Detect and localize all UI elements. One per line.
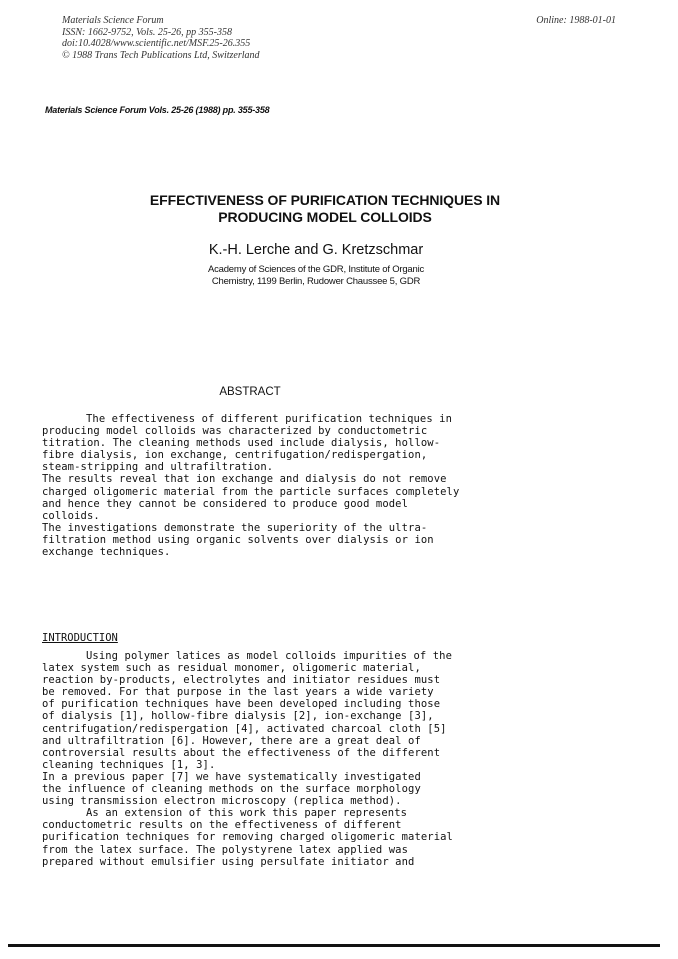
intro-line: latex system such as residual monomer, oligomeric material,	[42, 662, 421, 675]
intro-line: As an extension of this work this paper represents	[86, 807, 408, 820]
abstract-body	[42, 413, 582, 558]
intro-line: centrifugation/redispergation [4], activated charcoal cloth [5]	[42, 722, 447, 735]
introduction-heading: INTRODUCTION	[42, 632, 118, 644]
author-affiliation	[0, 264, 632, 288]
abstract-line: titration. The cleaning methods used include dialysis, hollow-	[42, 437, 441, 450]
journal-citation: Materials Science Forum Vols. 25-26 (1988) pp. 355-358	[45, 105, 270, 115]
title-line: EFFECTIVENESS OF PURIFICATION TECHNIQUES IN	[149, 192, 501, 208]
intro-line: and ultrafiltration [6]. However, there are a great deal of	[42, 734, 421, 747]
abstract-line: The results reveal that ion exchange and dialysis do not remove	[42, 473, 447, 486]
abstract-line: filtration method using organic solvents over dialysis or ion	[42, 533, 434, 546]
meta-issn: ISSN: 1662-9752, Vols. 25-26, pp 355-358	[62, 26, 232, 38]
article-title	[0, 192, 650, 226]
intro-line: from the latex surface. The polystyrene latex applied was	[42, 843, 409, 856]
affiliation-line: Academy of Sciences of the GDR, Institute of Organic	[207, 264, 425, 275]
intro-line: the influence of cleaning methods on the surface morphology	[42, 783, 421, 796]
intro-line: conductometric results on the effectiveness of different	[42, 819, 402, 832]
intro-line: of purification techniques have been developed including those	[42, 698, 441, 711]
intro-line: reaction by-products, electrolytes and initiator residues must	[42, 674, 441, 687]
intro-line: of dialysis [1], hollow-fibre dialysis [2], ion-exchange [3],	[42, 710, 434, 723]
intro-line: Using polymer latices as model colloids impurities of the	[86, 650, 453, 662]
intro-line: cleaning techniques [1, 3].	[42, 758, 216, 771]
publication-meta	[62, 15, 260, 61]
abstract-line: The investigations demonstrate the superiority of the ultra-	[42, 521, 428, 534]
abstract-line: and hence they cannot be considered to produce good model	[42, 497, 409, 510]
intro-line: purification techniques for removing charged oligomeric material	[42, 831, 453, 844]
article-authors: K.-H. Lerche and G. Kretzschmar	[208, 242, 424, 258]
abstract-line: The effectiveness of different purification techniques in	[86, 413, 453, 425]
intro-line: controversial results about the effectiveness of the different	[42, 746, 441, 759]
abstract-line: colloids.	[42, 509, 100, 522]
title-line: PRODUCING MODEL COLLOIDS	[218, 209, 432, 225]
intro-line: In a previous paper [7] we have systematically investigated	[42, 770, 421, 783]
intro-line: be removed. For that purpose in the last years a wide variety	[42, 686, 434, 699]
online-date: Online: 1988-01-01	[536, 15, 616, 26]
affiliation-line: Chemistry, 1199 Berlin, Rudower Chaussee 5, GDR	[211, 276, 421, 287]
abstract-line: charged oligomeric material from the particle surfaces completely	[42, 485, 460, 498]
bottom-rule	[8, 944, 660, 947]
abstract-line: producing model colloids was characterized by conductometric	[42, 425, 428, 438]
introduction-body	[42, 650, 582, 868]
abstract-line: steam-stripping and ultrafiltration.	[42, 461, 274, 474]
meta-journal: Materials Science Forum	[62, 15, 164, 26]
meta-doi[interactable]: doi:10.4028/www.scientific.net/MSF.25-26.355	[62, 38, 251, 49]
intro-line: using transmission electron microscopy (replica method).	[42, 795, 402, 808]
meta-copyright: © 1988 Trans Tech Publications Ltd, Switzerland	[62, 49, 260, 61]
abstract-line: exchange techniques.	[42, 546, 171, 559]
abstract-line: fibre dialysis, ion exchange, centrifugation/redispergation,	[42, 449, 428, 462]
abstract-heading: ABSTRACT	[219, 386, 281, 398]
intro-line: prepared without emulsifier using persulfate initiator and	[42, 855, 415, 868]
